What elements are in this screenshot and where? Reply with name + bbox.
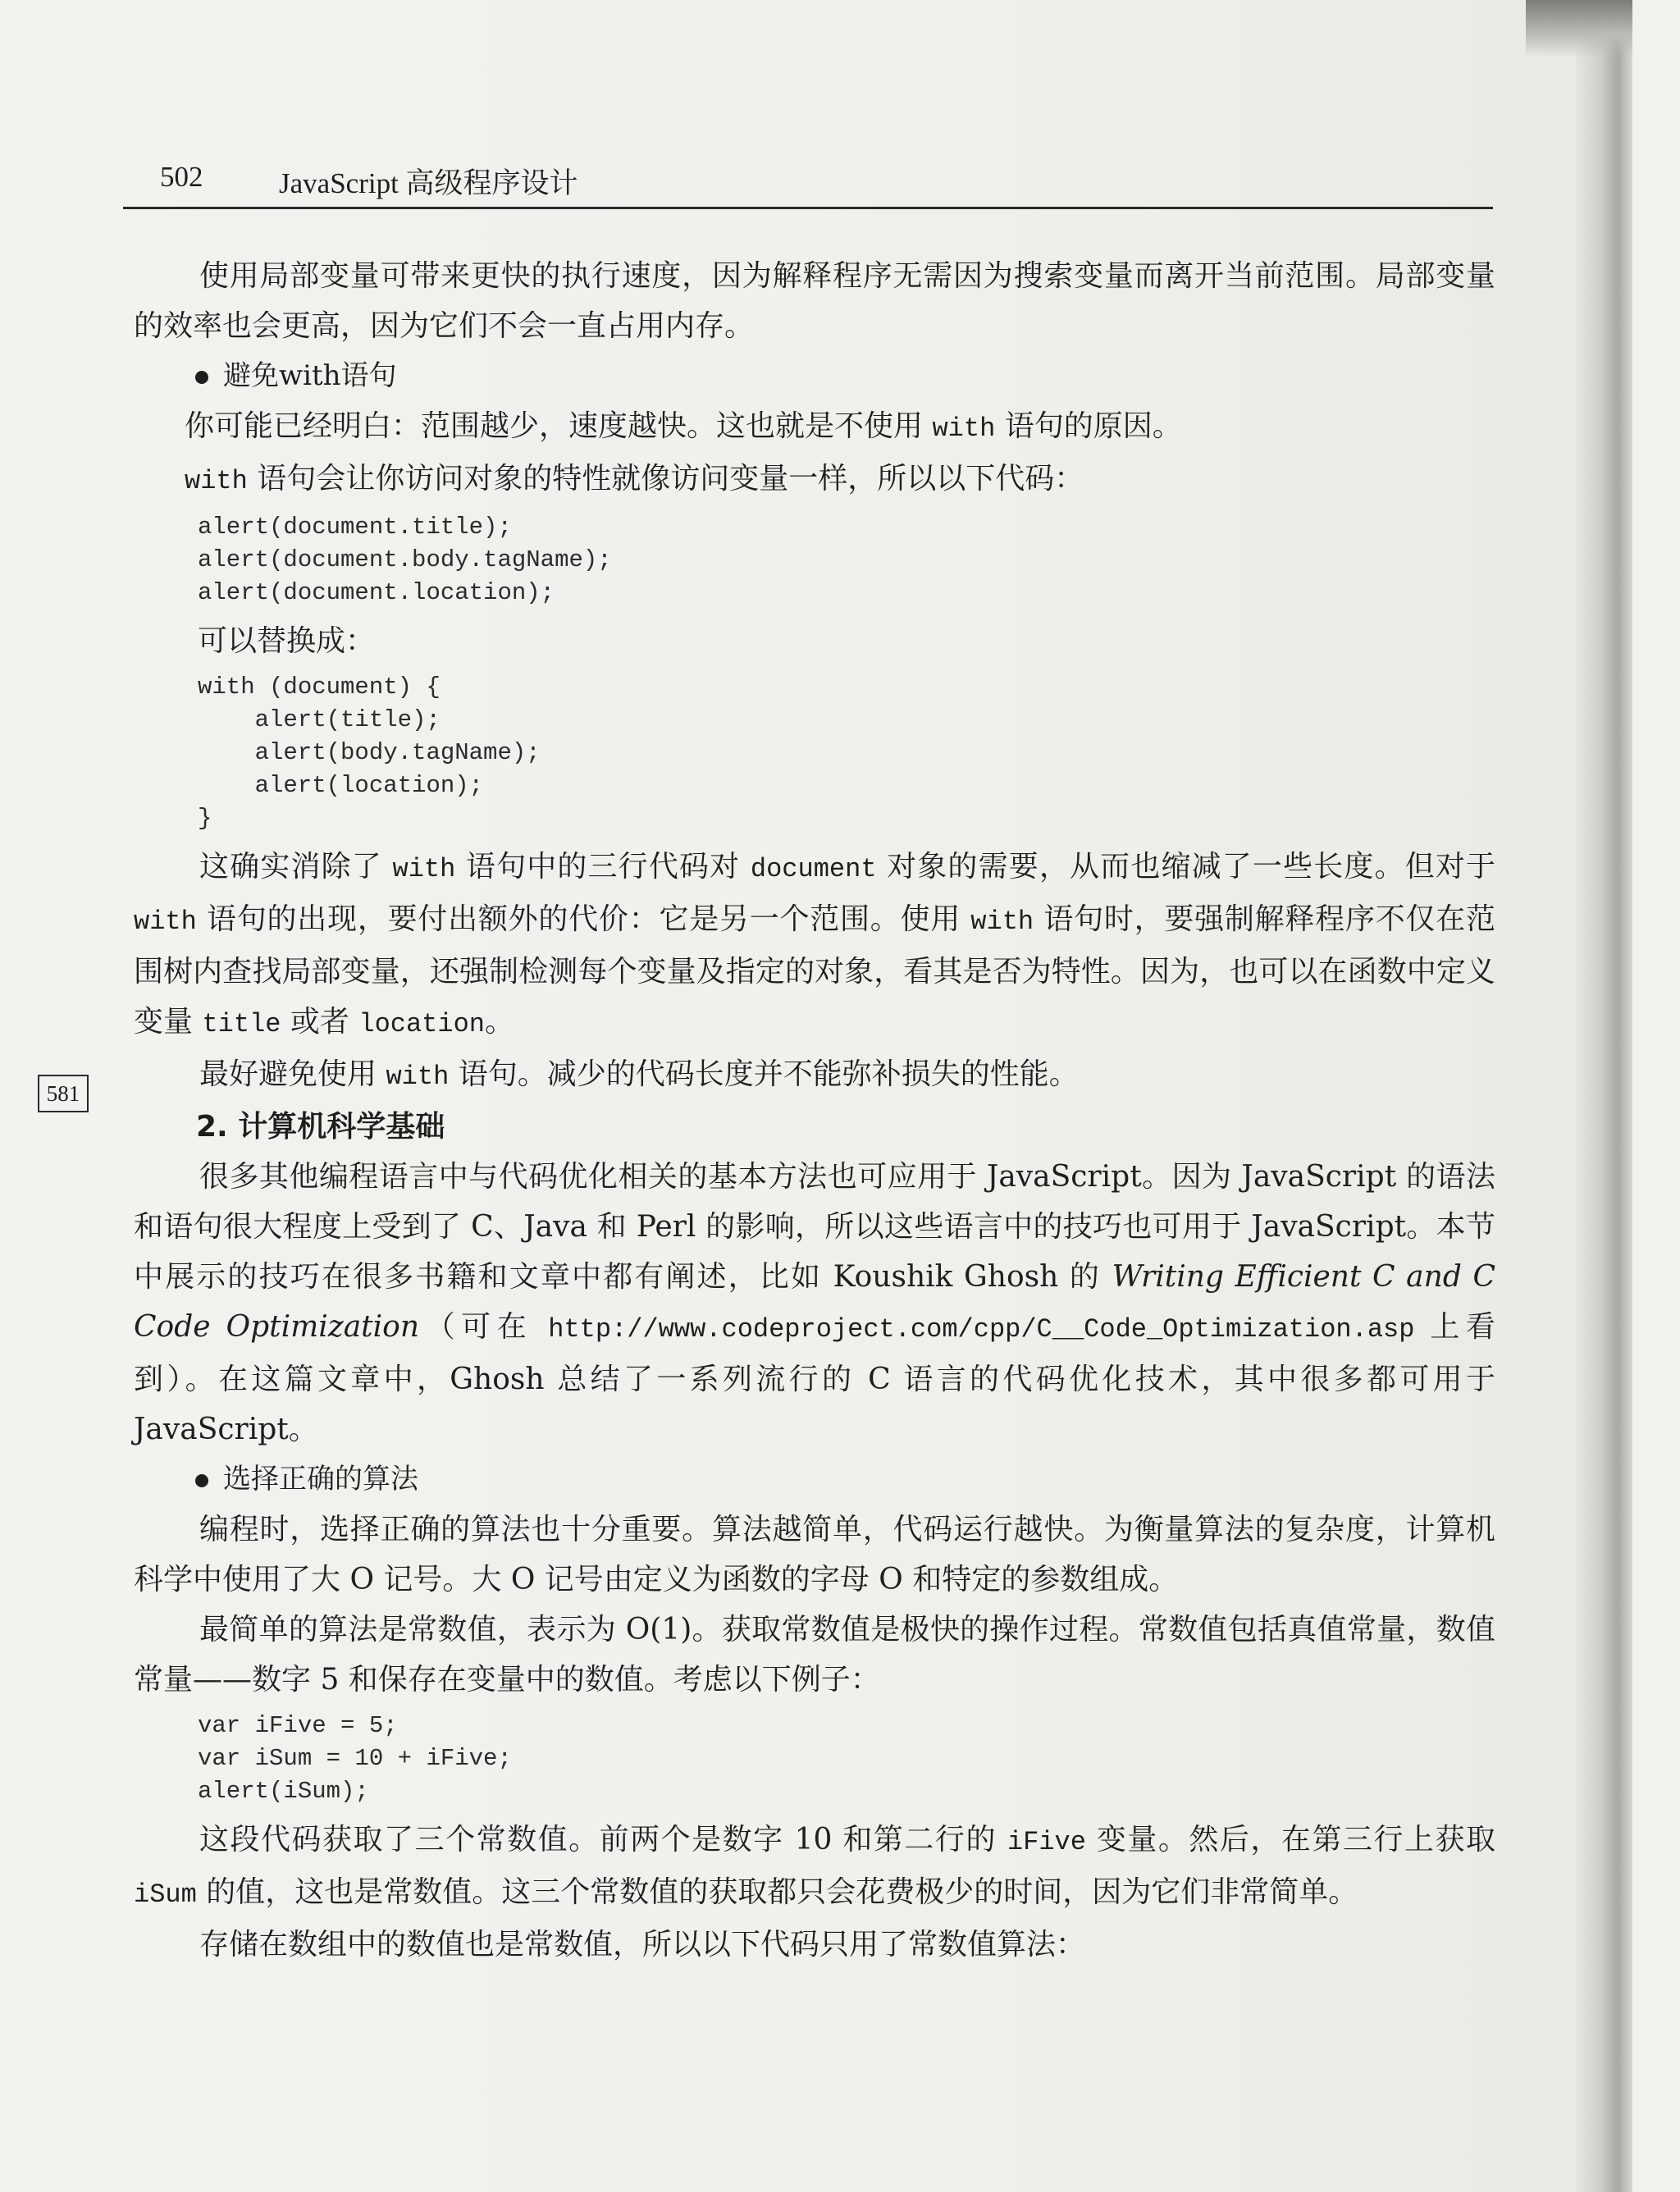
bullet-dot-icon: [195, 371, 208, 384]
paragraph-replace: 可以替换成：: [198, 624, 376, 658]
text-span: 的值，这也是常数值。这三个常数值的获取都只会花费极少的时间，因为它们非常简单。: [196, 1875, 1358, 1909]
text-span: 上看到）。在这篇文章中，Ghosh 总结了一系列流行的 C 语言的代码优化技术，其中很多都可用于 JavaScript。: [134, 1310, 1495, 1446]
text-span: 变量。然后，在第三行上获取: [1085, 1823, 1495, 1856]
paragraph-avoid-with: [134, 1049, 1495, 1102]
page-body: [134, 251, 1495, 1970]
code-block-with: with (document) { alert(title); alert(body.tagName); alert(location); }: [198, 674, 541, 832]
original-page-reference: 581: [38, 1075, 89, 1112]
bullet-dot-icon: [195, 1474, 208, 1487]
paragraph-with-intro: [134, 454, 1495, 506]
book-title: JavaScript 高级程序设计: [279, 167, 578, 199]
text-span: 这确实消除了: [199, 850, 393, 884]
bullet-heading-algorithm: [134, 1454, 1495, 1505]
text-span: 或者: [281, 1005, 359, 1039]
reference-url: http://www.codeproject.com/cpp/C__Code_Optimization.asp: [548, 1314, 1415, 1345]
inline-code: with: [392, 854, 456, 884]
inline-code: document: [750, 854, 877, 884]
text-span: 语句会让你访问对象的特性就像访问变量一样，所以以下代码：: [247, 462, 1084, 495]
text-span: 你可能已经明白：范围越少，速度越快。这也就是不使用: [185, 409, 933, 443]
section-heading-cs-basics: 2. 计算机科学基础: [196, 1110, 445, 1144]
book-reference-title: Writing Efficient C and C Code Optimization: [134, 1260, 1495, 1344]
inline-code: with: [970, 906, 1034, 937]
text-span: 最好避免使用: [199, 1057, 386, 1091]
paragraph-big-o: 编程时，选择正确的算法也十分重要。算法越简单，代码运行越快。为衡量算法的复杂度，计算机科学中使用了大 O 记号。大 O 记号由定义为函数的字母 O 和特定的参数组成。: [134, 1513, 1495, 1596]
paragraph-with-cost: [134, 842, 1495, 1049]
book-spine-shadow: [1575, 0, 1632, 2192]
page-number: 502: [160, 161, 203, 193]
text-span: 这段代码获取了三个常数值。前两个是数字 10 和第二行的: [199, 1823, 1007, 1856]
bullet-heading-text: 选择正确的算法: [223, 1463, 418, 1496]
code-block-alerts: alert(document.title); alert(document.body.tagName); alert(document.location);: [198, 514, 612, 606]
text-span: 语句的出现，要付出额外的代价：它是另一个范围。使用: [196, 902, 971, 936]
inline-code: with: [185, 466, 248, 496]
code-block-constants: var iFive = 5; var iSum = 10 + iFive; alert(iSum);: [198, 1712, 512, 1805]
inline-code: with: [932, 413, 996, 444]
bullet-heading-avoid-with: [134, 351, 1495, 401]
corner-shadow: [1526, 0, 1632, 57]
text-span: 。: [484, 1005, 514, 1039]
paragraph-scope-speed: [134, 401, 1495, 454]
paragraph-optimization-methods: [134, 1152, 1495, 1454]
paragraph-constant: 最简单的算法是常数值，表示为 O(1)。获取常数值是极快的操作过程。常数值包括真值常量，数值常量——数字 5 和保存在变量中的数值。考虑以下例子：: [134, 1613, 1495, 1697]
inline-code: iFive: [1007, 1827, 1086, 1857]
text-span: 语句中的三行代码对: [455, 850, 751, 884]
paragraph-array-constants: 存储在数组中的数值也是常数值，所以以下代码只用了常数值算法：: [199, 1928, 1086, 1961]
text-span: 语句时，要强制解释程序不仅在范围树内查找局部变量，还强制检测每个变量及指定的对象，看其是否为特性。因为，也可以在函数中定义变量: [134, 902, 1495, 1039]
inline-code: with: [134, 906, 197, 937]
inline-code: iSum: [134, 1879, 197, 1910]
text-span: （可在: [419, 1310, 549, 1344]
inline-code: title: [202, 1009, 281, 1039]
text-span: 语句。减少的代码长度并不能弥补损失的性能。: [449, 1057, 1079, 1091]
paragraph-constant-explain: [134, 1815, 1495, 1920]
text-span: 对象的需要，从而也缩减了一些长度。但对于: [876, 850, 1495, 884]
text-span: 语句的原因。: [995, 409, 1182, 443]
inline-code: location: [358, 1009, 485, 1039]
running-header: [123, 161, 1493, 209]
bullet-heading-text: 避免with语句: [223, 359, 397, 392]
text-span: 很多其他编程语言中与代码优化相关的基本方法也可应用于 JavaScript。因为 JavaScript 的语法和语句很大程度上受到了 C、Java 和 Perl 的影响，所以这些语言中的技巧也可用于 JavaScript。本节中展示的技巧在很多书籍和文章中都有阐述，比如 Koushik Ghosh 的: [134, 1160, 1495, 1294]
paragraph-local-variables: 使用局部变量可带来更快的执行速度，因为解释程序无需因为搜索变量而离开当前范围。局部变量的效率也会更高，因为它们不会一直占用内存。: [134, 259, 1495, 343]
inline-code: with: [386, 1062, 450, 1092]
